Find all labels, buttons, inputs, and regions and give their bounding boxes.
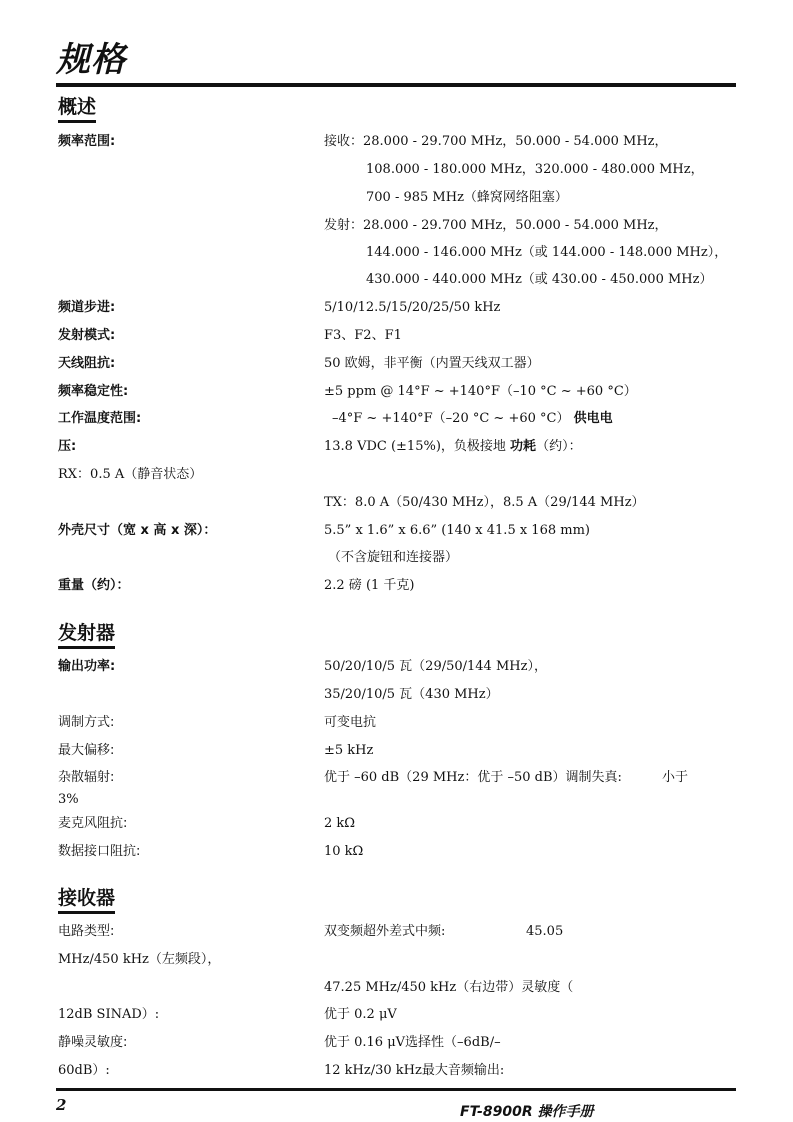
modulation-label: 调制方式:	[58, 715, 115, 730]
spurious-emission-label: 杂散辐射:	[58, 770, 115, 785]
current-label-suffix: （约）：	[536, 439, 582, 454]
section-heading-general: 概述	[58, 95, 96, 123]
channel-step-label: 频道步进:	[58, 300, 116, 315]
freq-tx-line-2: 144.000 - 146.000 MHz（或 144.000 - 148.000 MHz），	[366, 245, 728, 260]
supply-voltage-text: 13.8 VDC (±15%)，负极接地	[324, 439, 506, 454]
selectivity-value: 12 kHz/30 kHz最大音频输出:	[324, 1063, 505, 1078]
footer-rule	[56, 1088, 736, 1091]
distortion-value-start: 小于	[662, 770, 689, 785]
temp-range-label: 工作温度范围:	[58, 411, 142, 426]
mic-impedance-value: 2 kΩ	[324, 816, 356, 831]
weight-label: 重量（约）：	[58, 578, 130, 593]
circuit-type-value: 双变频超外差式中频:	[324, 924, 446, 939]
case-size-note: （不含旋钮和连接器）	[328, 550, 459, 565]
page-number: 2	[56, 1096, 67, 1114]
freq-tx-line-3: 430.000 - 440.000 MHz（或 430.00 - 450.000 MHz）	[366, 272, 713, 287]
temp-range-value	[332, 410, 613, 428]
rx-current-value: RX：0.5 A（静音状态）	[58, 467, 203, 482]
tx-current-value: TX：8.0 A（50/430 MHz），8.5 A（29/144 MHz）	[324, 495, 645, 510]
data-impedance-value: 10 kΩ	[324, 844, 364, 859]
freq-stability-label: 频率稳定性:	[58, 384, 129, 399]
section-heading-transmitter: 发射器	[58, 621, 115, 649]
if-value-right-band: 47.25 MHz/450 kHz（右边带）灵敏度（	[324, 980, 574, 995]
current-label: 功耗	[510, 439, 537, 454]
antenna-impedance-value: 50 欧姆，非平衡（内置天线双工器）	[324, 356, 540, 371]
antenna-impedance-label: 天线阻抗:	[58, 356, 116, 371]
header-rule	[56, 83, 736, 87]
freq-range-label: 频率范围:	[58, 134, 116, 149]
freq-stability-value: ±5 ppm @ 14°F ~ +140°F（–10 °C ~ +60 °C）	[324, 384, 637, 399]
distortion-value-end: 3%	[58, 792, 79, 807]
spurious-emission-value: 优于 –60 dB（29 MHz：优于 –50 dB）调制失真:	[324, 770, 622, 785]
supply-voltage-value	[324, 438, 582, 456]
weight-value: 2.2 磅 (1 千克)	[324, 578, 415, 593]
sensitivity-value: 优于 0.2 μV	[324, 1007, 397, 1022]
temp-range-text: –4°F ~ +140°F（–20 °C ~ +60 °C）	[332, 411, 570, 426]
emission-mode-label: 发射模式:	[58, 328, 116, 343]
squelch-sensitivity-label: 静噪灵敏度:	[58, 1035, 128, 1050]
output-power-label: 输出功率:	[58, 659, 116, 674]
sensitivity-label-end: 12dB SINAD）:	[58, 1007, 160, 1022]
case-size-value: 5.5” x 1.6” x 6.6” (140 x 41.5 x 168 mm)	[324, 523, 590, 538]
data-impedance-label: 数据接口阻抗:	[58, 844, 141, 859]
channel-step-value: 5/10/12.5/15/20/25/50 kHz	[324, 300, 501, 315]
circuit-type-label: 电路类型:	[58, 924, 115, 939]
supply-voltage-label-start: 供电电	[573, 411, 613, 426]
max-deviation-value: ±5 kHz	[324, 743, 374, 758]
max-deviation-label: 最大偏移:	[58, 743, 115, 758]
output-power-value-2: 35/20/10/5 瓦（430 MHz）	[324, 687, 499, 702]
emission-mode-value: F3、F2、F1	[324, 328, 402, 343]
freq-tx-line-1: 发射：28.000 - 29.700 MHz，50.000 - 54.000 MHz，	[324, 218, 668, 233]
selectivity-label-end: 60dB）:	[58, 1063, 110, 1078]
if-value-start: 45.05	[526, 924, 564, 939]
if-value-left-band: MHz/450 kHz（左频段），	[58, 952, 221, 967]
section-heading-receiver: 接收器	[58, 886, 115, 914]
page-title: 规格	[56, 40, 126, 80]
modulation-value: 可变电抗	[324, 715, 377, 730]
output-power-value-1: 50/20/10/5 瓦（29/50/144 MHz），	[324, 659, 547, 674]
freq-rx-line-3: 700 - 985 MHz（蜂窝网络阻塞）	[366, 190, 568, 205]
freq-rx-line-2: 108.000 - 180.000 MHz，320.000 - 480.000 MHz，	[366, 162, 704, 177]
squelch-sensitivity-value: 优于 0.16 μV选择性（–6dB/–	[324, 1035, 501, 1050]
freq-rx-line-1: 接收：28.000 - 29.700 MHz，50.000 - 54.000 MHz，	[324, 134, 668, 149]
case-size-label: 外壳尺寸（宽 x 高 x 深）：	[58, 523, 217, 538]
supply-voltage-label-end: 压:	[58, 439, 77, 454]
mic-impedance-label: 麦克风阻抗:	[58, 816, 128, 831]
manual-title: FT-8900R 操作手册	[460, 1104, 594, 1120]
